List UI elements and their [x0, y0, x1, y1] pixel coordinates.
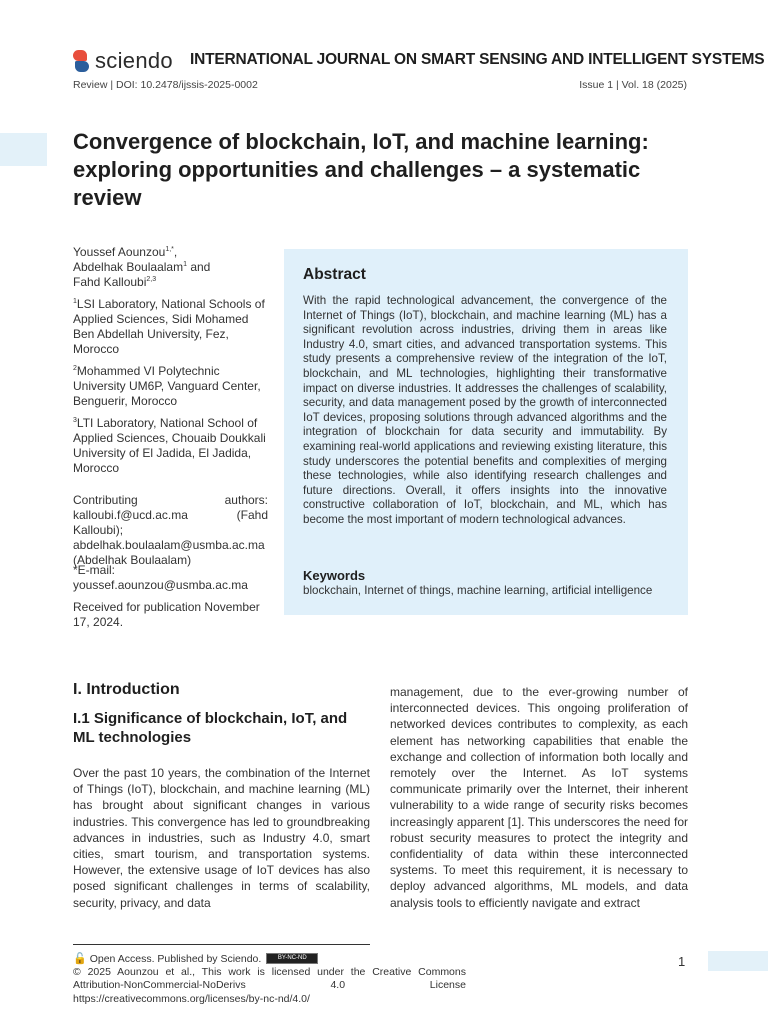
affiliation-mark: 1 — [73, 298, 77, 305]
keywords-heading: Keywords — [303, 568, 366, 583]
paper-title: Convergence of blockchain, IoT, and machine learning: exploring opportunities and challenges – a systematic review — [73, 129, 649, 210]
cc-license-badge[interactable]: BY-NC-ND — [266, 953, 318, 964]
corresponding-email: *E-mail: youssef.aounzou@usmba.ac.ma — [73, 563, 248, 592]
page-number-tab — [708, 951, 768, 971]
author-name[interactable]: Youssef Aounzou — [73, 245, 166, 259]
affiliation — [73, 364, 268, 409]
affiliation — [73, 297, 268, 357]
publisher-logo[interactable] — [73, 49, 173, 73]
keywords-list: blockchain, Internet of things, machine learning, artificial intelligence — [303, 584, 653, 597]
author-name[interactable]: Abdelhak Boulaalam — [73, 260, 184, 274]
page-number: 1 — [678, 954, 686, 969]
author-affiliation-mark: 2,3 — [146, 276, 157, 283]
abstract-text: With the rapid technological advancement, the convergence of the Internet of Things (IoT), blockchain, and machine learning (ML) has a significant revolution across industries, driving them in areas like Industry 4.0, smart cities, and advanced transportation systems. This study presents a comprehensive review of the integration of the IoT, blockchain, and ML technologies, highlighting their transformative impact on diverse industries. It addresses the challenges of scalability, security, and data management posed by the growth of interconnected IoT devices, proposing solutions through advanced algorithms and the integration of blockchain for data security and immutability. By examining real-world applications and reviewing existing literature, this study underscores the potential benefits and complexities of merging these technologies, while also identifying research challenges and future directions. Overall, it offers insights into the innovative constructive collaboration of IoT, blockchain, and ML, which has become the most important of modern technological advances. — [303, 294, 667, 526]
abstract-heading: Abstract — [303, 266, 366, 283]
open-access-text: Open Access. Published by Sciendo. — [89, 952, 262, 965]
affiliation-mark: 3 — [73, 417, 77, 424]
body-text-right-column: management, due to the ever-growing number of interconnected devices. This ongoing proliferation of networked devices contributes to complexity, as each element has networking capabilities that enable the exchange and collection of information both locally and remotely over the Internet. As IoT systems communicate primarily over the Internet, their inherent vulnerability to a wide range of security risks becomes increasingly apparent [1]. This underscores the need for robust security measures to protect the integrity and confidentiality of data within these interconnected systems. To meet this requirement, it is necessary to deploy advanced algorithms, ML models, and data analysis tools to efficiently navigate and extract — [390, 685, 688, 910]
issue-volume: Issue 1 | Vol. 18 (2025) — [579, 79, 687, 91]
subsection-heading: I.1 Significance of blockchain, IoT, and ML technologies — [73, 710, 348, 746]
author-affiliation-mark: 1,* — [165, 246, 174, 253]
author-affiliation-mark: 1 — [183, 261, 187, 268]
affiliation-text: Mohammed VI Polytechnic University UM6P, Vanguard Center, Benguerir, Morocco — [73, 364, 261, 408]
license-text: © 2025 Aounzou et al., This work is licensed under the Creative Commons Attribution-NonCommercial-NoDerivs 4.0 License https://creativecommons.org/licenses/by-nc-nd/4.0/ — [73, 966, 466, 1005]
author-list: Youssef Aounzou$^{1,*}$, Abdelhak Boulaalam$^1$ and Fahd Kalloubi$^{2,3}$ — [73, 245, 211, 289]
author-conjunction: and — [190, 260, 211, 274]
journal-title: INTERNATIONAL JOURNAL ON SMART SENSING AND INTELLIGENT SYSTEMS — [190, 51, 765, 68]
affiliation-text: LSI Laboratory, National Schools of Applied Sciences, Sidi Mohamed Ben Abdellah University, Fez, Morocco — [73, 297, 265, 356]
affiliation-mark: 2 — [73, 365, 77, 372]
footnote-divider — [73, 944, 370, 945]
open-access-icon: 🔓 — [73, 953, 87, 965]
contributing-authors: Contributing authors: kalloubi.f@ucd.ac.ma (Fahd Kalloubi); abdelhak.boulaalam@usmba.ac.ma (Abdelhak Boulaalam) — [73, 493, 268, 567]
author-name[interactable]: Fahd Kalloubi — [73, 275, 147, 289]
body-text-left-column: Over the past 10 years, the combination of the Internet of Things (IoT), blockchain, and machine learning (ML) has brought about significant changes in various industries. This convergence has led to groundbreaking advances in industries, such as Industry 4.0, smart cities, smart tourism, and transportation systems. However, the extensive usage of IoT devices has also posed significant challenges in terms of scalability, security, privacy, and data — [73, 766, 370, 910]
section-heading: I. Introduction — [73, 681, 180, 698]
sciendo-logo-icon — [73, 50, 89, 72]
page-edge-tab — [0, 133, 47, 166]
open-access-line — [73, 952, 318, 965]
affiliation-text: LTI Laboratory, National School of Applied Sciences, Chouaib Doukkali University of El Jadida, El Jadida, Morocco — [73, 416, 266, 475]
received-date: Received for publication November 17, 2024. — [73, 600, 260, 629]
affiliation — [73, 416, 268, 476]
article-doi: Review | DOI: 10.2478/ijssis-2025-0002 — [73, 79, 258, 91]
publisher-name: sciendo — [95, 48, 173, 73]
